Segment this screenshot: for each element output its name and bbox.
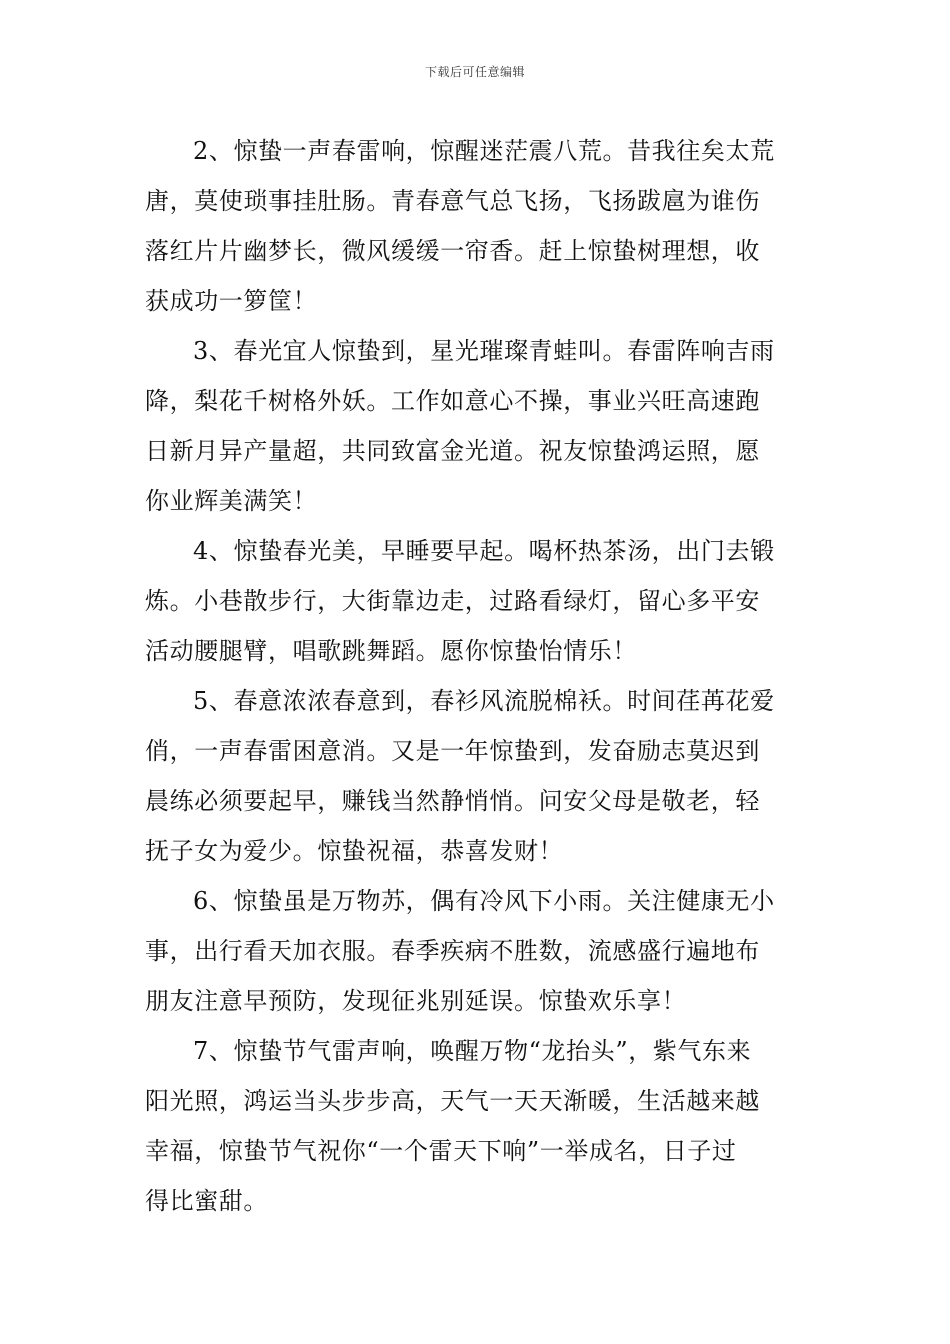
page-header: 下载后可任意编辑 [424,65,525,79]
text-line: 抚子女为爱少。惊蛰祝福，恭喜发财！ [145,837,564,865]
paragraph-4 [145,526,810,676]
text-line: 幸福，惊蛰节气祝你“一个雷天下响”一举成名，日子过 [145,1137,737,1165]
text-line: 日新月异产量超，共同致富金光道。祝友惊蛰鸿运照，愿 [145,437,760,465]
text-line: 4、惊蛰春光美，早睡要早起。喝杯热茶汤，出门去锻 [193,537,775,565]
text-line: 你业辉美满笑！ [145,487,318,515]
text-line: 落红片片幽梦长，微风缓缓一帘香。赶上惊蛰树理想，收 [145,237,760,265]
document-body [145,126,810,1226]
paragraph-3 [145,326,810,526]
text-line: 得比蜜甜。 [145,1187,268,1215]
text-line: 2、惊蛰一声春雷响，惊醒迷茫震八荒。昔我往矣太荒 [193,137,775,165]
text-line: 晨练必须要起早，赚钱当然静悄悄。问安父母是敬老，轻 [145,787,760,815]
text-line: 朋友注意早预防，发现征兆别延误。惊蛰欢乐享！ [145,987,687,1015]
text-line: 俏，一声春雷困意消。又是一年惊蛰到，发奋励志莫迟到 [145,737,760,765]
text-line: 炼。小巷散步行，大街靠边走，过路看绿灯，留心多平安 [145,587,760,615]
text-line: 7、惊蛰节气雷声响，唤醒万物“龙抬头”，紫气东来 [193,1037,752,1065]
text-line: 降，梨花千树格外妖。工作如意心不操，事业兴旺高速跑 [145,387,760,415]
paragraph-6 [145,876,810,1026]
text-line: 获成功一箩筐！ [145,287,318,315]
text-line: 事，出行看天加衣服。春季疾病不胜数，流感盛行遍地布 [145,937,760,965]
text-line: 3、春光宜人惊蛰到，星光璀璨青蛙叫。春雷阵响吉雨 [193,337,775,365]
text-line: 5、春意浓浓春意到，春衫风流脱棉袄。时间荏苒花爱 [193,687,775,715]
text-line: 6、惊蛰虽是万物苏，偶有冷风下小雨。关注健康无小 [193,887,775,915]
paragraph-7 [145,1026,810,1226]
paragraph-5 [145,676,810,876]
paragraph-2 [145,126,810,326]
text-line: 阳光照，鸿运当头步步高，天气一天天渐暖，生活越来越 [145,1087,760,1115]
text-line: 唐，莫使琐事挂肚肠。青春意气总飞扬，飞扬跋扈为谁伤 [145,187,760,215]
text-line: 活动腰腿臂，唱歌跳舞蹈。愿你惊蛰怡情乐！ [145,637,637,665]
